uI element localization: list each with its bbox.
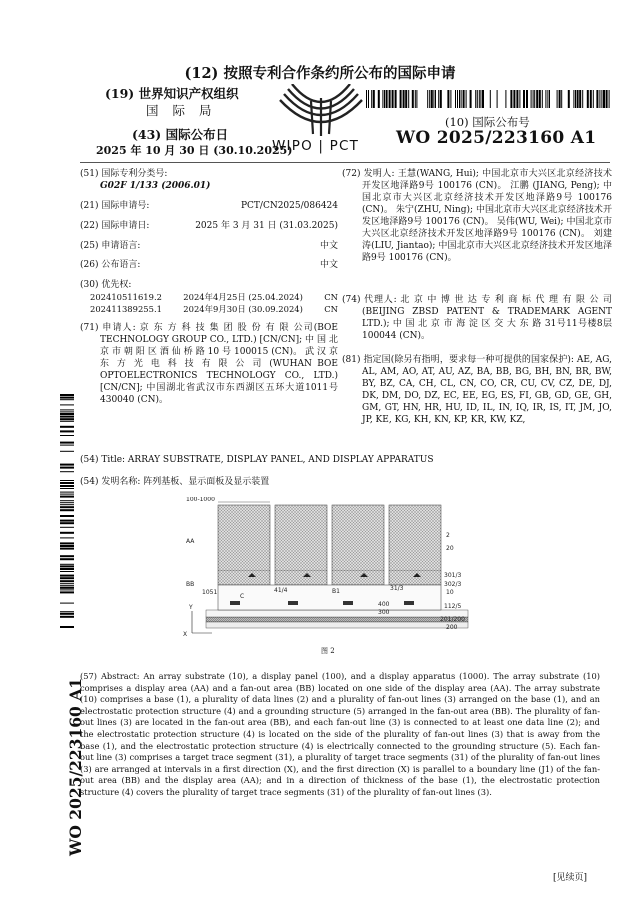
wipo-pct-text: WIPO | PCT xyxy=(272,138,360,154)
barcode-bar xyxy=(60,471,74,472)
fig-label: BB xyxy=(186,581,195,588)
priority-date: 2024年9月30日 (30.09.2024) xyxy=(183,304,303,314)
barcode-bar xyxy=(438,90,439,108)
barcode-bar xyxy=(60,464,74,466)
field-25-label: (25) 申请语言: xyxy=(80,241,141,251)
barcode-bar xyxy=(477,90,478,108)
barcode-bar xyxy=(60,537,74,538)
fig-label: 201/200 xyxy=(440,616,465,623)
barcode-bar xyxy=(389,90,391,108)
publication-date: 2025 年 10 月 30 日 (30.10.2025) xyxy=(96,144,293,157)
field-51 xyxy=(80,168,338,192)
field-21 xyxy=(80,200,338,212)
fig-label: 1051 xyxy=(202,589,218,596)
field-26 xyxy=(80,259,338,271)
barcode-bar xyxy=(497,90,498,108)
fig-label: AA xyxy=(186,538,195,545)
field-26-label: (26) 公布语言: xyxy=(80,260,141,270)
barcode-bar xyxy=(60,502,74,503)
barcode-bar xyxy=(60,411,74,412)
barcode-bar xyxy=(60,485,74,487)
fig-label: 302/3 xyxy=(444,581,462,588)
barcode-bar xyxy=(60,568,74,570)
priority-row xyxy=(80,291,338,303)
barcode-bar xyxy=(366,90,367,108)
field-22-label: (22) 国际申请日: xyxy=(80,221,150,231)
barcode-bar xyxy=(455,90,456,108)
barcode-bar xyxy=(539,90,541,108)
barcode-bar xyxy=(60,527,74,528)
fig-label: 41/4 xyxy=(274,587,288,594)
barcode-bar xyxy=(60,520,74,522)
barcode-top xyxy=(366,90,610,108)
barcode-bar xyxy=(593,90,594,108)
field-22-value: 2025 年 3 月 31 日 (31.03.2025) xyxy=(195,221,338,231)
barcode-bar xyxy=(60,416,74,418)
barcode-bar xyxy=(60,575,74,577)
barcode-bar xyxy=(463,90,465,108)
barcode-bar xyxy=(60,399,74,400)
barcode-bar xyxy=(519,90,520,108)
barcode-bar xyxy=(523,90,525,108)
barcode-bar xyxy=(568,90,570,108)
barcode-bar xyxy=(601,90,602,108)
barcode-bar xyxy=(60,451,74,452)
fig-label: 301/3 xyxy=(444,572,462,579)
fig-label: 300 xyxy=(378,609,390,616)
continued-note: [见续页] xyxy=(553,873,588,883)
priority-number: 202411389255.1 xyxy=(90,304,162,314)
barcode-bar xyxy=(60,430,74,432)
document-title: (12) 按照专利合作条约所公布的国际申请 xyxy=(184,65,456,82)
barcode-bar xyxy=(60,589,74,590)
barcode-bar xyxy=(60,506,74,508)
barcode-bar xyxy=(60,467,74,469)
barcode-bar xyxy=(60,587,74,589)
barcode-side xyxy=(60,394,74,628)
barcode-bar xyxy=(534,90,535,108)
barcode-bar xyxy=(433,90,434,108)
field-21-label: (21) 国际申请号: xyxy=(80,201,150,211)
barcode-bar xyxy=(559,90,561,108)
barcode-bar xyxy=(536,90,538,108)
title-english: (54) Title: ARRAY SUBSTRATE, DISPLAY PANEL, AND DISPLAY APPARATUS xyxy=(80,455,434,465)
barcode-bar xyxy=(526,90,528,108)
barcode-bar xyxy=(542,90,543,108)
field-25-value: 中文 xyxy=(319,241,338,251)
barcode-bar xyxy=(60,591,74,593)
barcode-bar xyxy=(606,90,608,108)
barcode-bar xyxy=(60,413,74,415)
barcode-bar xyxy=(60,418,74,420)
barcode-bar xyxy=(60,404,74,405)
barcode-bar xyxy=(599,90,600,108)
fig-label: B1 xyxy=(332,588,340,595)
barcode-bar xyxy=(60,496,74,498)
barcode-bar xyxy=(395,90,397,108)
barcode-bar xyxy=(429,90,430,108)
barcode-bar xyxy=(405,90,407,108)
barcode-bar xyxy=(516,90,518,108)
barcode-bar xyxy=(60,613,74,615)
barcode-bar xyxy=(573,90,574,108)
barcode-bar xyxy=(384,90,385,108)
abstract: (57) Abstract: An array substrate (10), a display panel (100), and a display apparatus (1000). The array substrate (10) comprises a display area (AA) and a fan-out area (BB) located on one side of the display area (AA). The array substrate (10) comprises a base (1), a plurality of data lines (2) and a plurality of fan-out lines (3) arranged on the base (1), and an electrostatic protection structure (4) and a grounding structure (5) arranged in the fan-out area (BB). The plurality of fan-out lines (3) are located in the fan-out area (BB), and each fan-out line (3) is connected to at least one data line (2); and the electrostatic protection structure (4) is located on the side of the plurality of fan-out lines (3) that is away from the base (1), and the electrostatic protection structure (4) is electrically connected to the grounding structure (5). Each fan-out line (3) comprises a target trace segment (31), a plurality of target trace segments (31) of the plurality of fan-out lines (3) are arranged at intervals in a first direction (X), and the first direction (X) is parallel to a boundary line (J1) of the fan-out area (BB) and the display area (AA); and in a direction of thickness of the base (1), the electrostatic protection structure (4) covers the plurality of target trace segments (31) of the plurality of fan-out lines (3). xyxy=(80,671,600,797)
barcode-bar xyxy=(60,394,74,396)
barcode-bar xyxy=(60,555,74,557)
barcode-bar xyxy=(373,90,375,108)
barcode-bar xyxy=(60,585,74,586)
barcode-bar xyxy=(577,90,579,108)
barcode-bar xyxy=(403,90,405,108)
barcode-bar xyxy=(603,90,605,108)
barcode-bar xyxy=(60,409,74,410)
fig-label: 400 xyxy=(378,601,390,608)
barcode-bar xyxy=(60,442,74,444)
barcode-bar xyxy=(60,603,74,604)
fig-label: Y xyxy=(189,604,193,611)
barcode-bar xyxy=(549,90,550,108)
barcode-bar xyxy=(490,90,491,108)
barcode-bar xyxy=(513,90,515,108)
barcode-bar xyxy=(60,482,74,484)
organization-bureau: 国 际 局 xyxy=(146,103,217,118)
fig-label: 112/5 xyxy=(444,603,462,610)
barcode-bar xyxy=(60,548,74,550)
barcode-bar xyxy=(440,90,442,108)
barcode-bar xyxy=(60,480,74,481)
barcode-bar xyxy=(596,90,598,108)
fig-label: 20 xyxy=(446,545,454,552)
barcode-bar xyxy=(60,421,74,422)
field-71-applicant: (71) 申请人: 京 东 方 科 技 集 团 股 份 有 限 公司(BOE TECHNOLOGY GROUP CO., LTD.) [CN/CN]; 中 国 北 京 市 朝 阳 区 酒 仙 桥 路 10 号 100015 (CN)。 武 汉 京 东 方 光 电 科 技 有 限 公 司 (WUHAN BOE OPTOELECTRONICS TECHNOLOGY CO., LTD.) [CN/CN]; 中国湖北省武汉市东西湖区五环大道1011号 430040 (CN)。 xyxy=(80,323,338,405)
header-divider xyxy=(80,162,610,163)
barcode-bar xyxy=(60,500,74,501)
barcode-bar xyxy=(60,494,74,495)
barcode-bar xyxy=(60,509,74,511)
barcode-bar xyxy=(531,90,532,108)
barcode-bar xyxy=(479,90,480,108)
barcode-bar xyxy=(447,90,449,108)
priority-number: 202410511619.2 xyxy=(90,292,162,302)
barcode-bar xyxy=(60,426,74,428)
field-51-value: G02F 1/133 (2006.01) xyxy=(100,181,211,191)
barcode-bar xyxy=(561,90,562,108)
barcode-bar xyxy=(510,90,512,108)
barcode-bar xyxy=(60,616,74,618)
barcode-bar xyxy=(371,90,372,108)
barcode-bar xyxy=(60,626,74,628)
barcode-bar xyxy=(60,545,74,547)
barcode-bar xyxy=(60,565,74,567)
publication-number-label: (10) 国际公布号 xyxy=(445,115,530,129)
barcode-bar xyxy=(382,90,383,108)
barcode-bar xyxy=(378,90,380,108)
publication-date-label: (43) 国际公布日 xyxy=(132,127,229,142)
barcode-bar xyxy=(450,90,451,108)
barcode-bar xyxy=(60,558,74,560)
field-26-value: 中文 xyxy=(319,260,338,270)
figure-caption: 图 2 xyxy=(321,647,335,655)
barcode-bar xyxy=(457,90,458,108)
barcode-bar xyxy=(60,488,74,489)
barcode-bar xyxy=(427,90,428,108)
barcode-bar xyxy=(461,90,462,108)
barcode-bar xyxy=(60,435,74,436)
barcode-bar xyxy=(575,90,576,108)
barcode-bar xyxy=(60,542,74,544)
fig-label: 31/3 xyxy=(390,585,404,592)
field-74-agent: (74) 代理人: 北 京 中 博 世 达 专 利 商 标 代 理 有 限 公 司 (BEIJING ZBSD PATENT & TRADEMARK AGENT LTD.); 中 国 北 京 市 海 淀 区 交 大 东 路 31号11号楼8层 100044 (CN)。 xyxy=(342,295,612,341)
barcode-bar xyxy=(533,90,534,108)
fig-label: 10 xyxy=(446,589,454,596)
patent-figure xyxy=(178,497,474,647)
barcode-bar xyxy=(60,577,74,579)
field-21-value: PCT/CN2025/086424 xyxy=(240,201,338,211)
barcode-bar xyxy=(466,90,467,108)
barcode-bar xyxy=(60,580,74,582)
barcode-bar xyxy=(475,90,476,108)
barcode-bar xyxy=(60,397,74,399)
barcode-bar xyxy=(60,611,74,612)
barcode-bar xyxy=(505,90,506,108)
barcode-bar xyxy=(60,522,74,524)
organization-name: (19) 世界知识产权组织 xyxy=(105,86,239,101)
field-25 xyxy=(80,240,338,252)
barcode-bar xyxy=(547,90,548,108)
field-30-label: (30) 优先权: xyxy=(80,280,132,290)
barcode-bar xyxy=(60,583,74,584)
barcode-bar xyxy=(545,90,546,108)
vertical-publication-number: WO 2025/223160 A1 xyxy=(66,677,85,856)
barcode-bar xyxy=(587,90,589,108)
barcode-bar xyxy=(435,90,436,108)
barcode-bar xyxy=(579,90,581,108)
barcode-bar xyxy=(386,90,388,108)
fig-label: 200 xyxy=(446,624,458,631)
barcode-bar xyxy=(60,564,74,565)
barcode-bar xyxy=(480,90,481,108)
publication-number: WO 2025/223160 A1 xyxy=(396,128,597,148)
priority-country: CN xyxy=(324,292,338,302)
barcode-bar xyxy=(415,90,416,108)
barcode-bar xyxy=(416,90,417,108)
barcode-bar xyxy=(582,90,583,108)
barcode-bar xyxy=(557,90,558,108)
barcode-bar xyxy=(470,90,472,108)
field-72-inventors: (72) 发明人: 王慧(WANG, Hui); 中国北京市大兴区北京经济技术开发区地泽路9号 100176 (CN)。 江鹏 (JIANG, Peng); 中国北京市大兴区北京经济技术开发区地泽路9号 100176 (CN)。 朱宁(ZHU, Ning); 中国北京市大兴区北京经济技术开发区地泽路9号 100176 (CN)。 吴伟(WU, Wei); 中国北京市大兴区北京经济技术开发区地泽路9号 100176 (CN)。 刘建涛(LIU, Jiantao); 中国北京市大兴区北京经济技术开发区地泽路9号 100176 (CN)。 xyxy=(342,169,612,263)
field-22 xyxy=(80,220,338,232)
barcode-bar xyxy=(609,90,610,108)
barcode-bar xyxy=(431,90,433,108)
barcode-bar xyxy=(60,492,74,493)
priority-country: CN xyxy=(324,304,338,314)
barcode-bar xyxy=(392,90,394,108)
title-chinese: (54) 发明名称: 阵列基板、显示面板及显示装置 xyxy=(80,477,270,487)
barcode-bar xyxy=(60,504,74,505)
fig-label: 2 xyxy=(446,532,450,539)
field-30 xyxy=(80,279,338,315)
barcode-bar xyxy=(412,90,414,108)
fig-label: C xyxy=(240,593,245,600)
barcode-bar xyxy=(60,532,74,534)
barcode-bar xyxy=(400,90,402,108)
barcode-bar xyxy=(60,515,74,517)
barcode-bar xyxy=(482,90,484,108)
fig-label: X xyxy=(183,631,188,638)
barcode-bar xyxy=(60,571,74,572)
field-51-label: (51) 国际专利分类号: xyxy=(80,169,168,179)
barcode-bar xyxy=(368,90,369,108)
barcode-bar xyxy=(459,90,460,108)
priority-date: 2024年4月25日 (25.04.2024) xyxy=(183,292,303,302)
field-81-designated-states: (81) 指定国(除另有指明，要求每一种可提供的国家保护): AE, AG, AL, AM, AO, AT, AU, AZ, BA, BB, BG, BH, BN, BR, BW, BY, BZ, CA, CH, CL, CN, CO, CR, CU, CV, CZ, DE, DJ, DK, DM, DO, DZ, EC, EE, EG, ES, FI, GB, GD, GE, GH, GM, GT, HN, HR, HU, ID, IL, IN, IQ, IR, IS, IT, JM, JO, JP, KE, KG, KH, KN, KP, KR, KW, KZ, xyxy=(342,355,612,425)
barcode-bar xyxy=(590,90,592,108)
barcode-bar xyxy=(408,90,409,108)
priority-row xyxy=(80,303,338,315)
fig-label: 100-1000 xyxy=(186,497,215,503)
barcode-bar xyxy=(60,445,74,446)
